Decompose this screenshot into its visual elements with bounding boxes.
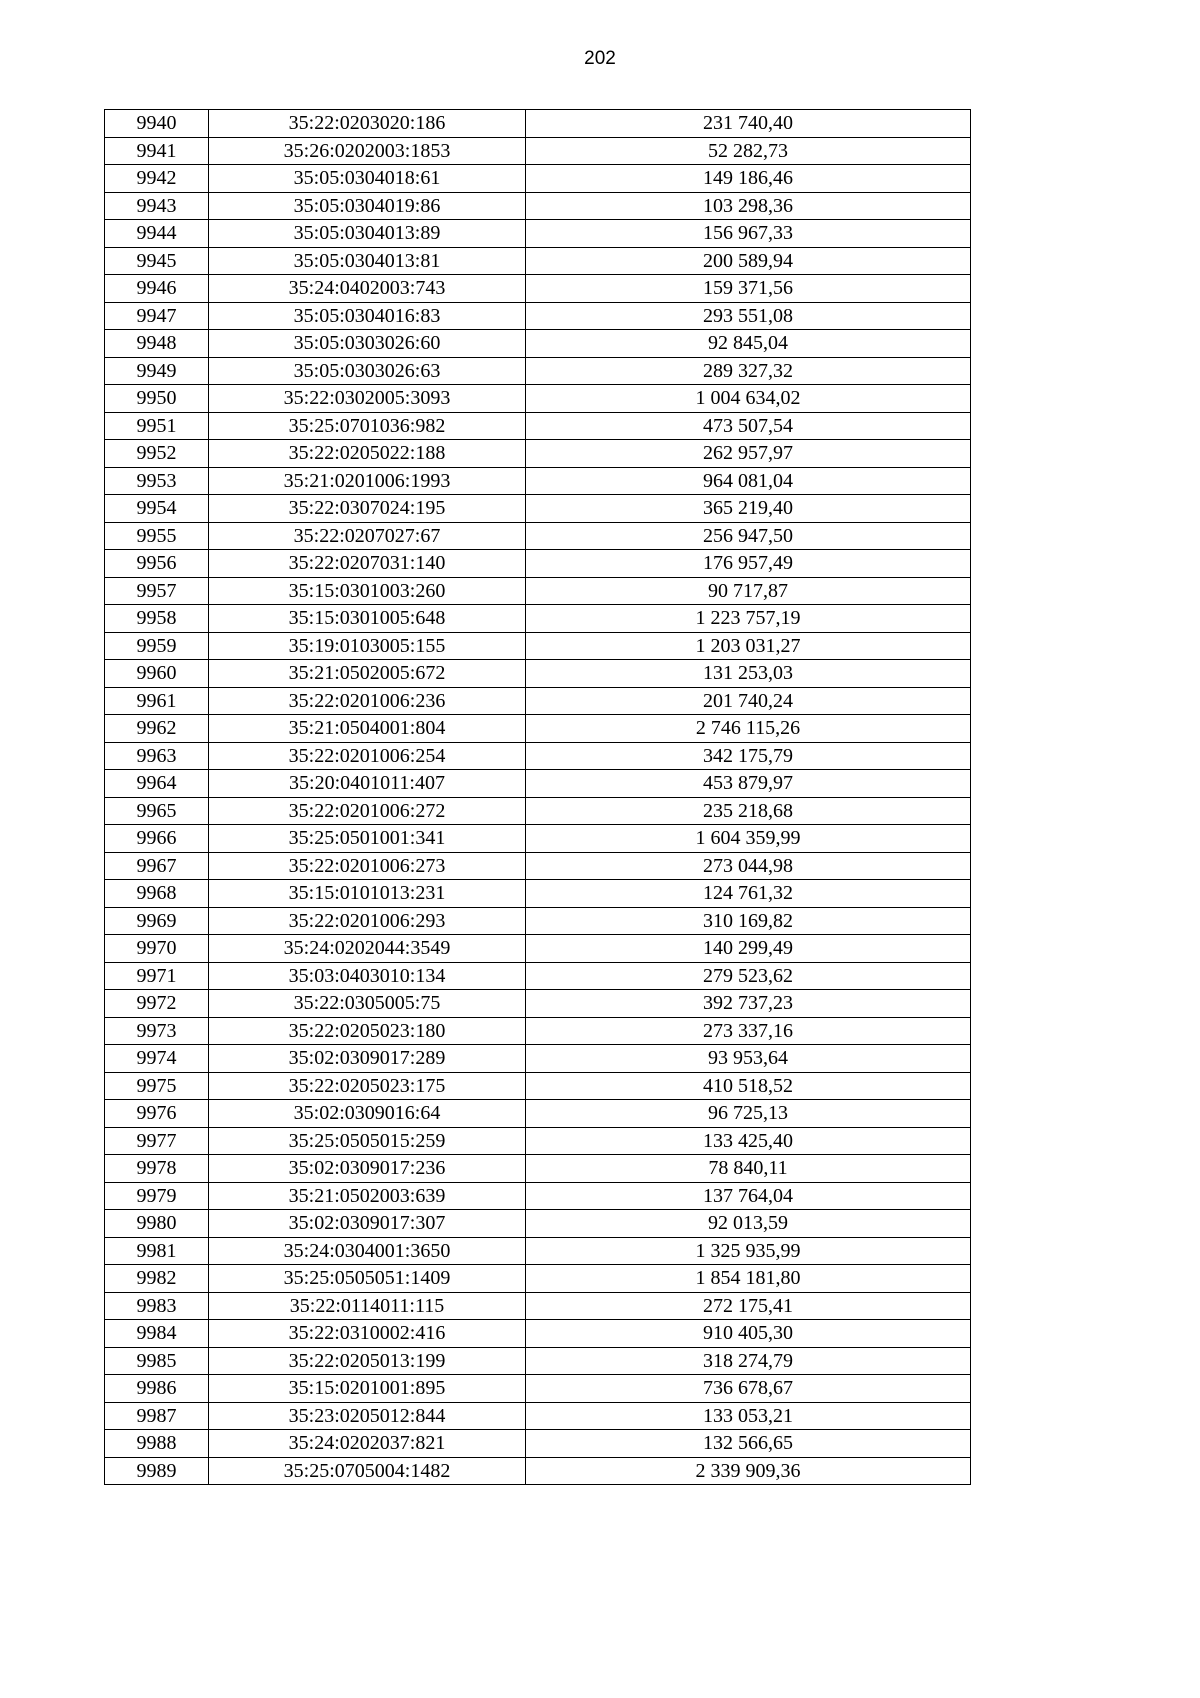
table-row	[105, 192, 971, 220]
table-row	[105, 1100, 971, 1128]
value-cell: 149 186,46	[526, 165, 971, 193]
cadastral-number-cell: 35:05:0304016:83	[209, 302, 526, 330]
cadastral-number-cell: 35:05:0304018:61	[209, 165, 526, 193]
table-row	[105, 1182, 971, 1210]
row-number-cell: 9986	[105, 1375, 209, 1403]
table-row	[105, 962, 971, 990]
value-cell: 272 175,41	[526, 1292, 971, 1320]
row-number-cell: 9949	[105, 357, 209, 385]
table-row	[105, 1292, 971, 1320]
cadastral-number-cell: 35:15:0301003:260	[209, 577, 526, 605]
row-number-cell: 9947	[105, 302, 209, 330]
value-cell: 453 879,97	[526, 770, 971, 798]
cadastral-number-cell: 35:22:0310002:416	[209, 1320, 526, 1348]
row-number-cell: 9951	[105, 412, 209, 440]
cadastral-number-cell: 35:05:0304019:86	[209, 192, 526, 220]
row-number-cell: 9950	[105, 385, 209, 413]
cadastral-number-cell: 35:02:0309017:307	[209, 1210, 526, 1238]
value-cell: 1 223 757,19	[526, 605, 971, 633]
value-cell: 231 740,40	[526, 110, 971, 138]
row-number-cell: 9942	[105, 165, 209, 193]
value-cell: 256 947,50	[526, 522, 971, 550]
row-number-cell: 9961	[105, 687, 209, 715]
value-cell: 273 044,98	[526, 852, 971, 880]
row-number-cell: 9944	[105, 220, 209, 248]
cadastral-number-cell: 35:24:0304001:3650	[209, 1237, 526, 1265]
cadastral-number-cell: 35:24:0402003:743	[209, 275, 526, 303]
cadastral-number-cell: 35:22:0201006:236	[209, 687, 526, 715]
table-row	[105, 220, 971, 248]
cadastral-number-cell: 35:15:0201001:895	[209, 1375, 526, 1403]
cadastral-number-cell: 35:22:0205023:180	[209, 1017, 526, 1045]
table-row	[105, 137, 971, 165]
value-cell: 2 746 115,26	[526, 715, 971, 743]
cadastral-number-cell: 35:22:0205022:188	[209, 440, 526, 468]
value-cell: 1 203 031,27	[526, 632, 971, 660]
table-row	[105, 1430, 971, 1458]
cadastral-number-cell: 35:23:0205012:844	[209, 1402, 526, 1430]
cadastral-number-cell: 35:05:0304013:89	[209, 220, 526, 248]
page-number: 202	[584, 48, 616, 69]
row-number-cell: 9983	[105, 1292, 209, 1320]
value-cell: 289 327,32	[526, 357, 971, 385]
value-cell: 131 253,03	[526, 660, 971, 688]
row-number-cell: 9972	[105, 990, 209, 1018]
value-cell: 133 425,40	[526, 1127, 971, 1155]
cadastral-number-cell: 35:22:0201006:273	[209, 852, 526, 880]
table-row	[105, 632, 971, 660]
value-cell: 293 551,08	[526, 302, 971, 330]
table-row	[105, 742, 971, 770]
table-row	[105, 330, 971, 358]
table-row	[105, 467, 971, 495]
cadastral-number-cell: 35:25:0705004:1482	[209, 1457, 526, 1485]
table-row	[105, 357, 971, 385]
table-row	[105, 1017, 971, 1045]
value-cell: 273 337,16	[526, 1017, 971, 1045]
cadastral-number-cell: 35:15:0301005:648	[209, 605, 526, 633]
table-row	[105, 247, 971, 275]
table-row	[105, 825, 971, 853]
cadastral-number-cell: 35:24:0202037:821	[209, 1430, 526, 1458]
table-row	[105, 302, 971, 330]
table-row	[105, 935, 971, 963]
row-number-cell: 9963	[105, 742, 209, 770]
row-number-cell: 9966	[105, 825, 209, 853]
cadastral-number-cell: 35:22:0205023:175	[209, 1072, 526, 1100]
cadastral-number-cell: 35:05:0303026:60	[209, 330, 526, 358]
row-number-cell: 9977	[105, 1127, 209, 1155]
row-number-cell: 9970	[105, 935, 209, 963]
row-number-cell: 9945	[105, 247, 209, 275]
table-row	[105, 687, 971, 715]
value-cell: 262 957,97	[526, 440, 971, 468]
table-row	[105, 110, 971, 138]
row-number-cell: 9988	[105, 1430, 209, 1458]
cadastral-number-cell: 35:26:0202003:1853	[209, 137, 526, 165]
value-cell: 96 725,13	[526, 1100, 971, 1128]
value-cell: 124 761,32	[526, 880, 971, 908]
row-number-cell: 9974	[105, 1045, 209, 1073]
cadastral-number-cell: 35:05:0303026:63	[209, 357, 526, 385]
table-row	[105, 495, 971, 523]
table-row	[105, 770, 971, 798]
row-number-cell: 9984	[105, 1320, 209, 1348]
cadastral-number-cell: 35:24:0202044:3549	[209, 935, 526, 963]
row-number-cell: 9952	[105, 440, 209, 468]
cadastral-number-cell: 35:25:0505015:259	[209, 1127, 526, 1155]
row-number-cell: 9957	[105, 577, 209, 605]
row-number-cell: 9973	[105, 1017, 209, 1045]
table-row	[105, 797, 971, 825]
cadastral-number-cell: 35:21:0502003:639	[209, 1182, 526, 1210]
value-cell: 52 282,73	[526, 137, 971, 165]
table-row	[105, 1402, 971, 1430]
row-number-cell: 9965	[105, 797, 209, 825]
cadastral-number-cell: 35:22:0114011:115	[209, 1292, 526, 1320]
registry-table-body	[105, 110, 971, 1485]
table-row	[105, 165, 971, 193]
value-cell: 1 004 634,02	[526, 385, 971, 413]
row-number-cell: 9968	[105, 880, 209, 908]
cadastral-number-cell: 35:21:0504001:804	[209, 715, 526, 743]
value-cell: 2 339 909,36	[526, 1457, 971, 1485]
table-row	[105, 385, 971, 413]
row-number-cell: 9960	[105, 660, 209, 688]
row-number-cell: 9987	[105, 1402, 209, 1430]
value-cell: 1 854 181,80	[526, 1265, 971, 1293]
row-number-cell: 9978	[105, 1155, 209, 1183]
table-row	[105, 275, 971, 303]
row-number-cell: 9982	[105, 1265, 209, 1293]
cadastral-number-cell: 35:22:0201006:293	[209, 907, 526, 935]
row-number-cell: 9955	[105, 522, 209, 550]
cadastral-number-cell: 35:21:0201006:1993	[209, 467, 526, 495]
row-number-cell: 9981	[105, 1237, 209, 1265]
table-row	[105, 550, 971, 578]
value-cell: 473 507,54	[526, 412, 971, 440]
row-number-cell: 9958	[105, 605, 209, 633]
value-cell: 279 523,62	[526, 962, 971, 990]
value-cell: 132 566,65	[526, 1430, 971, 1458]
value-cell: 156 967,33	[526, 220, 971, 248]
table-row	[105, 1210, 971, 1238]
table-row	[105, 1072, 971, 1100]
value-cell: 93 953,64	[526, 1045, 971, 1073]
table-row	[105, 1375, 971, 1403]
value-cell: 201 740,24	[526, 687, 971, 715]
value-cell: 910 405,30	[526, 1320, 971, 1348]
value-cell: 310 169,82	[526, 907, 971, 935]
cadastral-number-cell: 35:25:0501001:341	[209, 825, 526, 853]
table-row	[105, 990, 971, 1018]
value-cell: 964 081,04	[526, 467, 971, 495]
value-cell: 159 371,56	[526, 275, 971, 303]
row-number-cell: 9941	[105, 137, 209, 165]
cadastral-number-cell: 35:20:0401011:407	[209, 770, 526, 798]
cadastral-number-cell: 35:02:0309016:64	[209, 1100, 526, 1128]
cadastral-number-cell: 35:22:0201006:254	[209, 742, 526, 770]
value-cell: 137 764,04	[526, 1182, 971, 1210]
table-row	[105, 440, 971, 468]
cadastral-number-cell: 35:25:0701036:982	[209, 412, 526, 440]
row-number-cell: 9946	[105, 275, 209, 303]
value-cell: 365 219,40	[526, 495, 971, 523]
value-cell: 736 678,67	[526, 1375, 971, 1403]
value-cell: 103 298,36	[526, 192, 971, 220]
table-row	[105, 1237, 971, 1265]
value-cell: 200 589,94	[526, 247, 971, 275]
table-row	[105, 852, 971, 880]
row-number-cell: 9979	[105, 1182, 209, 1210]
row-number-cell: 9956	[105, 550, 209, 578]
row-number-cell: 9976	[105, 1100, 209, 1128]
table-row	[105, 1347, 971, 1375]
row-number-cell: 9985	[105, 1347, 209, 1375]
table-row	[105, 1155, 971, 1183]
row-number-cell: 9980	[105, 1210, 209, 1238]
row-number-cell: 9964	[105, 770, 209, 798]
registry-table	[104, 109, 971, 1485]
row-number-cell: 9971	[105, 962, 209, 990]
value-cell: 1 325 935,99	[526, 1237, 971, 1265]
table-row	[105, 577, 971, 605]
row-number-cell: 9975	[105, 1072, 209, 1100]
row-number-cell: 9953	[105, 467, 209, 495]
table-row	[105, 907, 971, 935]
cadastral-number-cell: 35:02:0309017:236	[209, 1155, 526, 1183]
table-row	[105, 1127, 971, 1155]
value-cell: 392 737,23	[526, 990, 971, 1018]
cadastral-number-cell: 35:21:0502005:672	[209, 660, 526, 688]
value-cell: 342 175,79	[526, 742, 971, 770]
value-cell: 90 717,87	[526, 577, 971, 605]
table-row	[105, 1265, 971, 1293]
table-row	[105, 522, 971, 550]
cadastral-number-cell: 35:22:0203020:186	[209, 110, 526, 138]
value-cell: 133 053,21	[526, 1402, 971, 1430]
value-cell: 78 840,11	[526, 1155, 971, 1183]
cadastral-number-cell: 35:05:0304013:81	[209, 247, 526, 275]
cadastral-number-cell: 35:15:0101013:231	[209, 880, 526, 908]
cadastral-number-cell: 35:02:0309017:289	[209, 1045, 526, 1073]
cadastral-number-cell: 35:22:0302005:3093	[209, 385, 526, 413]
table-row	[105, 660, 971, 688]
row-number-cell: 9959	[105, 632, 209, 660]
value-cell: 140 299,49	[526, 935, 971, 963]
row-number-cell: 9943	[105, 192, 209, 220]
cadastral-number-cell: 35:22:0305005:75	[209, 990, 526, 1018]
value-cell: 92 013,59	[526, 1210, 971, 1238]
table-row	[105, 880, 971, 908]
table-row	[105, 715, 971, 743]
cadastral-number-cell: 35:22:0307024:195	[209, 495, 526, 523]
cadastral-number-cell: 35:22:0201006:272	[209, 797, 526, 825]
table-row	[105, 1457, 971, 1485]
value-cell: 92 845,04	[526, 330, 971, 358]
cadastral-number-cell: 35:22:0205013:199	[209, 1347, 526, 1375]
row-number-cell: 9940	[105, 110, 209, 138]
value-cell: 176 957,49	[526, 550, 971, 578]
cadastral-number-cell: 35:22:0207031:140	[209, 550, 526, 578]
cadastral-number-cell: 35:19:0103005:155	[209, 632, 526, 660]
table-row	[105, 1320, 971, 1348]
row-number-cell: 9989	[105, 1457, 209, 1485]
row-number-cell: 9967	[105, 852, 209, 880]
row-number-cell: 9962	[105, 715, 209, 743]
value-cell: 1 604 359,99	[526, 825, 971, 853]
value-cell: 410 518,52	[526, 1072, 971, 1100]
row-number-cell: 9954	[105, 495, 209, 523]
cadastral-number-cell: 35:03:0403010:134	[209, 962, 526, 990]
table-row	[105, 412, 971, 440]
table-row	[105, 1045, 971, 1073]
row-number-cell: 9948	[105, 330, 209, 358]
row-number-cell: 9969	[105, 907, 209, 935]
cadastral-number-cell: 35:22:0207027:67	[209, 522, 526, 550]
cadastral-number-cell: 35:25:0505051:1409	[209, 1265, 526, 1293]
value-cell: 235 218,68	[526, 797, 971, 825]
value-cell: 318 274,79	[526, 1347, 971, 1375]
table-row	[105, 605, 971, 633]
